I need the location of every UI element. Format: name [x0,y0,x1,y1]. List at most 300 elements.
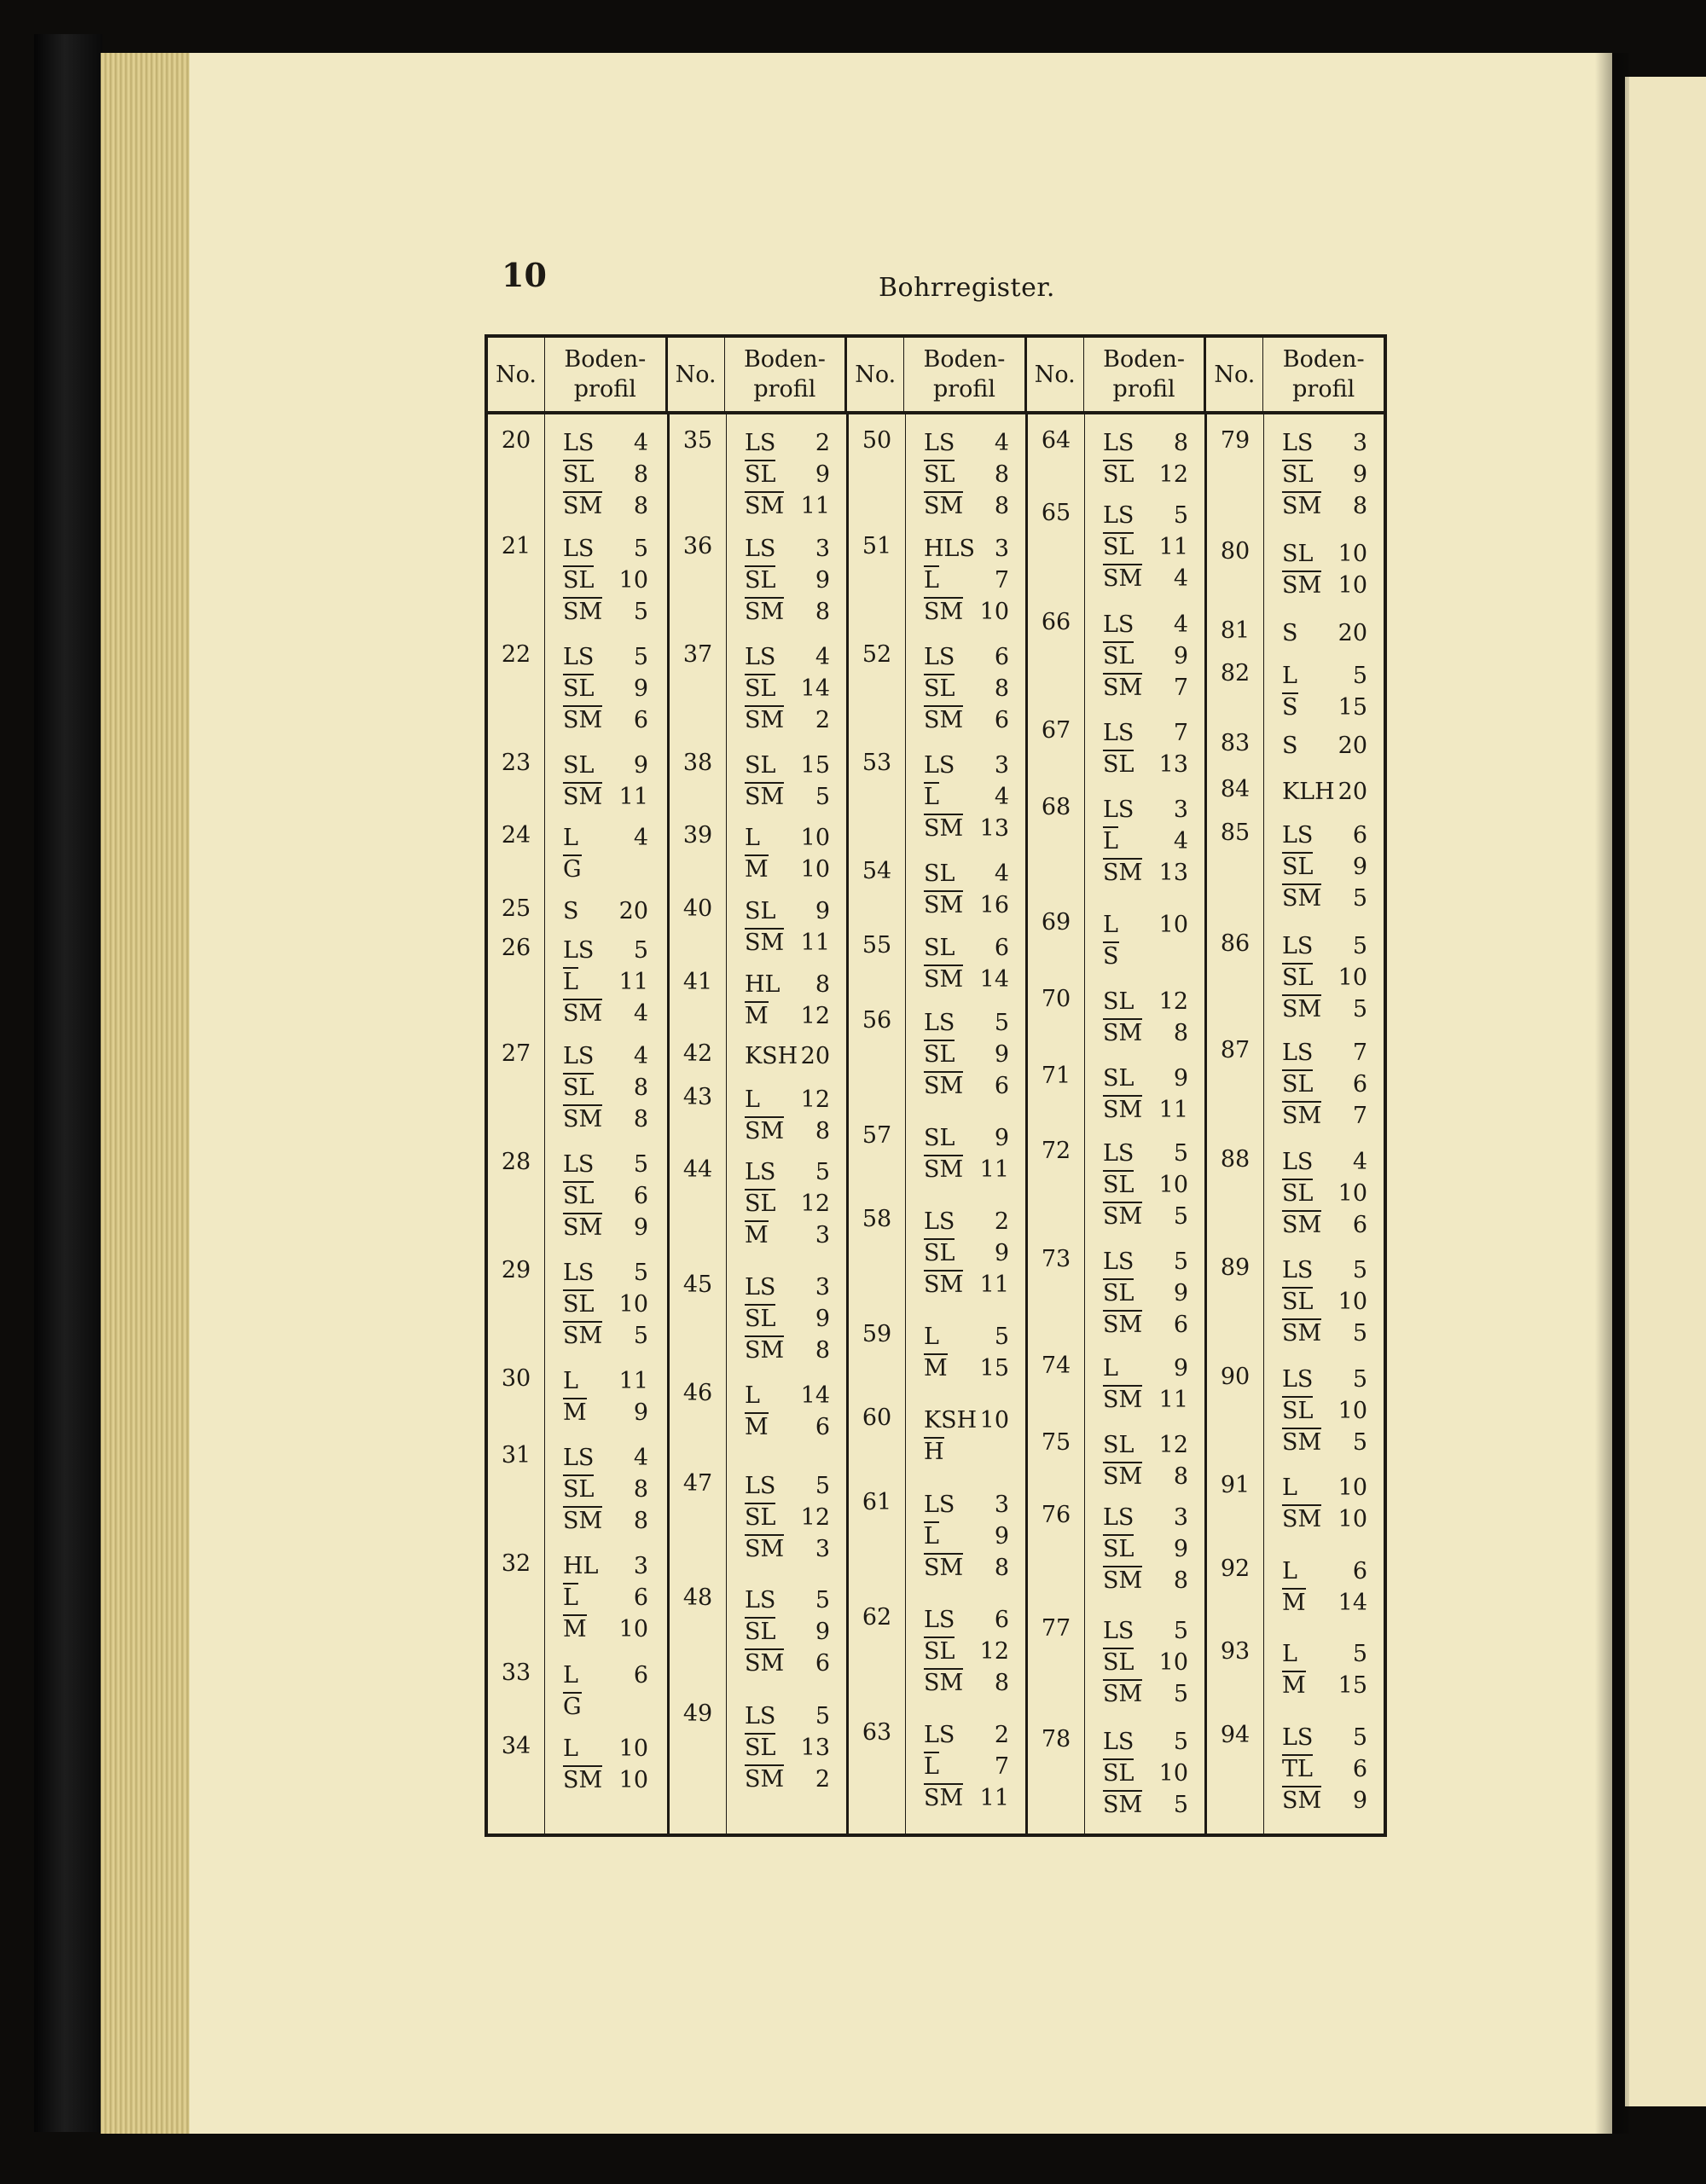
layer-thickness: 8 [815,1337,830,1364]
soil-layer [1282,490,1367,522]
soil-type: L [745,1086,760,1113]
soil-type: LS [1282,1149,1314,1175]
soil-layer [745,1219,830,1251]
layer-thickness: 5 [633,536,648,562]
soil-type: S [1282,733,1298,759]
soil-type: SL [745,567,776,594]
soil-type: SM [924,1555,964,1581]
layer-thickness: 8 [633,1476,648,1503]
soil-profile [924,1604,1009,1699]
facing-page [1625,77,1706,2106]
soil-type: SM [1103,1567,1143,1594]
soil-layer [1103,717,1188,749]
soil-type: SL [924,675,955,702]
soil-type: SL [745,1306,776,1332]
soil-profile [924,533,1009,628]
soil-layer [563,781,648,813]
layer-thickness: 14 [800,675,830,702]
soil-layer [1103,1726,1188,1758]
soil-profile [563,1149,648,1243]
soil-type: SL [745,1504,776,1531]
boring-number: 51 [862,533,892,559]
soil-layer [924,1122,1009,1154]
layer-thickness: 6 [633,707,648,733]
soil-type: SL [563,675,595,702]
soil-type: L [563,1368,578,1394]
soil-profile [1282,1638,1367,1701]
soil-profile [924,1007,1009,1102]
soil-profile [1103,609,1188,704]
soil-profile [745,427,830,522]
layer-thickness: 5 [1352,1724,1367,1751]
soil-type: LS [745,644,776,670]
layer-thickness: 5 [815,1159,830,1185]
soil-layer [924,781,1009,813]
soil-type: SL [745,461,776,488]
soil-type: SL [1103,1536,1134,1562]
boring-number: 71 [1041,1063,1071,1089]
soil-profile [563,1550,648,1645]
soil-layer [924,533,1009,565]
soil-type: SM [924,815,964,842]
soil-profile [1282,776,1367,808]
soil-layer [563,704,648,736]
soil-layer [563,1474,648,1505]
layer-thickness: 8 [815,971,830,998]
soil-type: LS [563,1445,595,1471]
soil-type: LS [745,430,776,456]
soil-layer [745,459,830,490]
soil-type: SM [745,930,785,956]
soil-layer [1282,962,1367,994]
soil-layer [563,1691,648,1723]
soil-type: SM [924,892,964,918]
layer-thickness: 15 [1338,694,1367,721]
soil-type: SM [1103,1312,1143,1338]
soil-layer [924,1436,1009,1468]
boring-number: 79 [1220,427,1250,454]
boring-number: 20 [501,427,531,454]
soil-layer [1282,538,1367,570]
layer-thickness: 11 [1158,1387,1188,1413]
boring-number: 68 [1041,794,1071,820]
soil-layer [1282,1638,1367,1670]
soil-type: LS [1282,933,1314,959]
layer-thickness: 7 [1173,720,1188,746]
soil-layer [924,964,1009,995]
soil-profile [563,935,648,1029]
soil-type: SL [563,1075,595,1101]
layer-thickness: 20 [1338,733,1367,759]
layer-thickness: 2 [815,707,830,733]
layer-thickness: 10 [618,567,648,594]
layer-thickness: 5 [633,599,648,625]
layer-thickness [614,1691,648,1723]
layer-thickness: 5 [815,1587,830,1613]
boring-number: 78 [1041,1726,1071,1752]
layer-thickness: 6 [1173,1312,1188,1338]
layer-thickness: 5 [1352,1366,1367,1393]
soil-layer [745,1584,830,1616]
soil-type: SL [1103,1760,1134,1787]
soil-type: SL [924,935,955,961]
layer-thickness: 3 [633,1553,648,1579]
soil-layer [924,641,1009,673]
soil-type: LS [924,1010,955,1036]
soil-type: SL [1103,751,1134,778]
soil-profile [1103,1502,1188,1596]
soil-layer [1282,1722,1367,1753]
boring-number: 53 [862,750,892,776]
soil-type: SM [1282,1320,1322,1347]
soil-profile [924,1489,1009,1584]
layer-thickness: 8 [1173,1463,1188,1490]
soil-layer [1103,563,1188,594]
soil-profile [1103,1726,1188,1821]
boring-number: 30 [501,1365,531,1392]
soil-layer [1282,851,1367,883]
soil-layer [563,427,648,459]
soil-type: SM [924,1670,964,1696]
soil-layer [924,1489,1009,1521]
soil-layer [1282,427,1367,459]
boring-number: 91 [1220,1472,1250,1498]
layer-thickness: 11 [618,784,648,810]
soil-type: L [924,1324,939,1350]
soil-layer [924,1321,1009,1353]
soil-layer [745,1272,830,1303]
soil-layer [563,966,648,998]
layer-thickness: 6 [994,644,1009,670]
soil-layer [1282,1178,1367,1209]
soil-profile [1282,427,1367,522]
soil-profile [563,1365,648,1428]
soil-type: SM [745,599,785,625]
soil-layer [563,822,648,854]
soil-type: G [563,1694,582,1720]
boring-number: 37 [682,641,713,668]
layer-thickness: 12 [1158,461,1188,488]
header-bodenprofil: Boden- profil [564,345,647,403]
layer-thickness: 6 [1352,1558,1367,1584]
boring-number: 61 [862,1489,892,1515]
soil-layer [1103,794,1188,826]
book-spine [34,34,102,2132]
soil-layer [924,1353,1009,1384]
layer-thickness: 16 [979,892,1009,918]
layer-thickness: 9 [815,461,830,488]
boring-number: 60 [862,1405,892,1431]
soil-type: SL [745,1619,776,1645]
boring-number: 72 [1041,1138,1071,1164]
soil-type: L [745,825,760,851]
soil-type: SM [563,493,603,519]
layer-thickness: 15 [1338,1672,1367,1699]
header-group [844,338,1024,411]
soil-type: LS [1282,1724,1314,1751]
soil-layer [563,1764,648,1796]
boring-number: 43 [682,1084,713,1110]
soil-type: S [1282,694,1298,721]
soil-type: LS [745,536,776,562]
soil-layer [1282,1587,1367,1619]
layer-thickness: 10 [1158,1649,1188,1676]
soil-profile [745,1156,830,1251]
soil-profile [563,895,648,927]
soil-layer [924,1521,1009,1552]
soil-type: SL [745,1190,776,1217]
layer-thickness: 11 [1158,1097,1188,1123]
soil-layer [1103,1201,1188,1232]
layer-thickness: 5 [1352,1320,1367,1347]
soil-profile [1103,1615,1188,1710]
soil-layer [1103,531,1188,563]
soil-type: LS [924,1208,955,1235]
soil-profile [563,1040,648,1135]
soil-type: SM [924,1073,964,1099]
boring-number: 39 [682,822,713,849]
layer-thickness: 8 [994,1555,1009,1581]
boring-number: 49 [682,1700,713,1727]
soil-type: SL [563,1183,595,1209]
layer-thickness: 3 [815,536,830,562]
soil-type: LS [745,1587,776,1613]
soil-type: SM [1103,1387,1143,1413]
soil-type: SM [1103,1681,1143,1707]
soil-layer [563,533,648,565]
soil-layer [745,1335,830,1366]
soil-layer [1103,1461,1188,1492]
soil-type: SM [745,1650,785,1677]
soil-type: L [924,1753,939,1780]
soil-type: M [745,856,769,883]
boring-number: 85 [1220,820,1250,846]
soil-layer [745,596,830,628]
layer-thickness: 5 [1173,1140,1188,1167]
soil-layer [1103,1647,1188,1678]
soil-type: SL [924,1240,955,1266]
boring-number: 73 [1041,1246,1071,1272]
soil-type: SM [563,1508,603,1534]
soil-profile [1103,717,1188,780]
layer-thickness: 12 [1158,1432,1188,1458]
soil-type: LS [1103,1504,1134,1531]
layer-thickness [614,854,648,885]
soil-type: SL [1282,541,1314,567]
boring-number: 29 [501,1257,531,1283]
soil-type: LS [1103,720,1134,746]
boring-number: 31 [501,1442,531,1469]
soil-layer [745,565,830,596]
soil-type: L [563,969,578,995]
soil-layer [745,781,830,813]
boring-number: 45 [682,1272,713,1298]
soil-layer [745,427,830,459]
soil-type: L [563,1584,578,1611]
layer-thickness: 13 [1158,860,1188,886]
soil-layer [563,1550,648,1582]
soil-profile [924,641,1009,736]
soil-profile [745,1584,830,1679]
boring-number: 40 [682,895,713,922]
soil-layer [745,1502,830,1533]
boring-number: 57 [862,1122,892,1149]
layer-thickness: 11 [979,1272,1009,1298]
layer-thickness: 10 [1338,572,1367,599]
boring-number: 70 [1041,986,1071,1012]
soil-type: L [924,1523,939,1550]
soil-layer [563,673,648,704]
soil-layer [924,1269,1009,1301]
layer-thickness: 5 [633,937,648,964]
boring-number: 82 [1220,660,1250,686]
soil-type: LS [1282,1366,1314,1393]
layer-thickness: 6 [1352,1212,1367,1238]
header-bodenprofil: Boden- profil [1282,345,1365,403]
soil-type: KSH [924,1407,978,1434]
soil-layer [745,1648,830,1679]
soil-layer [563,1104,648,1135]
layer-thickness: 8 [815,599,830,625]
soil-type: SM [1103,860,1143,886]
layer-thickness: 5 [633,1151,648,1178]
soil-type: SM [563,707,603,733]
header-no: No. [847,338,904,411]
layer-thickness: 3 [1173,797,1188,823]
soil-type: SL [1103,1432,1134,1458]
boring-number: 76 [1041,1502,1071,1528]
soil-layer [924,1604,1009,1636]
soil-layer [745,1616,830,1648]
boring-number: 89 [1220,1254,1250,1281]
soil-layer [745,1084,830,1115]
layer-thickness: 6 [994,1073,1009,1099]
layer-thickness: 14 [800,1382,830,1409]
soil-layer [924,596,1009,628]
soil-type: SM [563,784,603,810]
soil-layer [1103,609,1188,640]
soil-type: LS [563,1043,595,1069]
boring-number: 55 [862,932,892,959]
layer-thickness: 10 [618,1767,648,1793]
layer-thickness: 6 [815,1650,830,1677]
soil-layer [745,1000,830,1032]
header-group [1204,338,1384,411]
soil-type: LS [1103,502,1134,529]
soil-layer [924,1636,1009,1667]
layer-thickness: 5 [994,1010,1009,1036]
layer-thickness: 20 [1338,620,1367,646]
boring-number: 38 [682,750,713,776]
soil-layer [1282,930,1367,962]
soil-layer [563,1365,648,1397]
soil-profile [1282,1037,1367,1132]
soil-profile [745,895,830,959]
soil-layer [924,1782,1009,1814]
soil-type: LS [1282,1040,1314,1066]
soil-layer [924,1667,1009,1699]
soil-type: SL [1282,461,1314,488]
soil-layer [563,1582,648,1613]
soil-profile [924,1206,1009,1301]
soil-layer [1103,909,1188,941]
soil-layer [1103,672,1188,704]
layer-thickness: 5 [1352,1257,1367,1283]
layer-thickness: 11 [800,493,830,519]
soil-layer [563,596,648,628]
soil-layer [1103,1678,1188,1710]
soil-type: L [1282,1641,1297,1667]
layer-thickness: 9 [1173,1065,1188,1092]
layer-thickness: 4 [1173,611,1188,638]
layer-thickness: 2 [815,1766,830,1793]
boring-number: 46 [682,1380,713,1406]
soil-layer [563,565,648,596]
soil-type: L [745,1382,760,1409]
layer-thickness: 13 [979,815,1009,842]
register-column [488,414,667,1834]
soil-layer [1282,1364,1367,1395]
soil-type: SM [563,1323,603,1349]
soil-type: SM [924,599,964,625]
boring-number: 26 [501,935,531,961]
register-column [1025,414,1204,1834]
soil-type: LS [1103,1618,1134,1644]
soil-layer [745,1700,830,1732]
soil-profile [1103,1353,1188,1416]
soil-layer [563,998,648,1029]
soil-layer [563,1289,648,1320]
soil-type: LS [1103,1140,1134,1167]
layer-thickness: 2 [815,430,830,456]
soil-type: SL [1103,1065,1134,1092]
soil-profile [1103,1063,1188,1126]
soil-type: L [563,1662,578,1689]
soil-layer [1103,1615,1188,1647]
boring-number: 93 [1220,1638,1250,1665]
soil-type: SM [924,966,964,993]
soil-type: SL [563,461,595,488]
soil-layer [563,1320,648,1352]
soil-layer [1282,883,1367,914]
soil-type: SL [745,675,776,702]
soil-layer [924,704,1009,736]
soil-type: LS [1282,822,1314,849]
layer-thickness: 7 [1173,675,1188,701]
soil-type: SL [1282,965,1314,991]
boring-number: 50 [862,427,892,454]
header-no: No. [488,338,545,411]
soil-type: SM [563,1000,603,1027]
soil-layer [1282,776,1367,808]
soil-layer [1282,660,1367,692]
soil-layer [924,1751,1009,1782]
soil-type: HLS [924,536,975,562]
layer-thickness: 9 [994,1125,1009,1151]
soil-type: SL [1103,988,1134,1015]
soil-type: SL [1282,1071,1314,1098]
soil-type: L [1103,912,1118,938]
layer-thickness: 2 [994,1208,1009,1235]
soil-layer [1103,1017,1188,1049]
boring-number: 34 [501,1733,531,1759]
soil-profile [1103,986,1188,1049]
soil-layer [924,490,1009,522]
soil-profile [563,533,648,628]
soil-type: LS [563,430,595,456]
soil-type: SM [924,1785,964,1811]
boring-number: 74 [1041,1353,1071,1379]
